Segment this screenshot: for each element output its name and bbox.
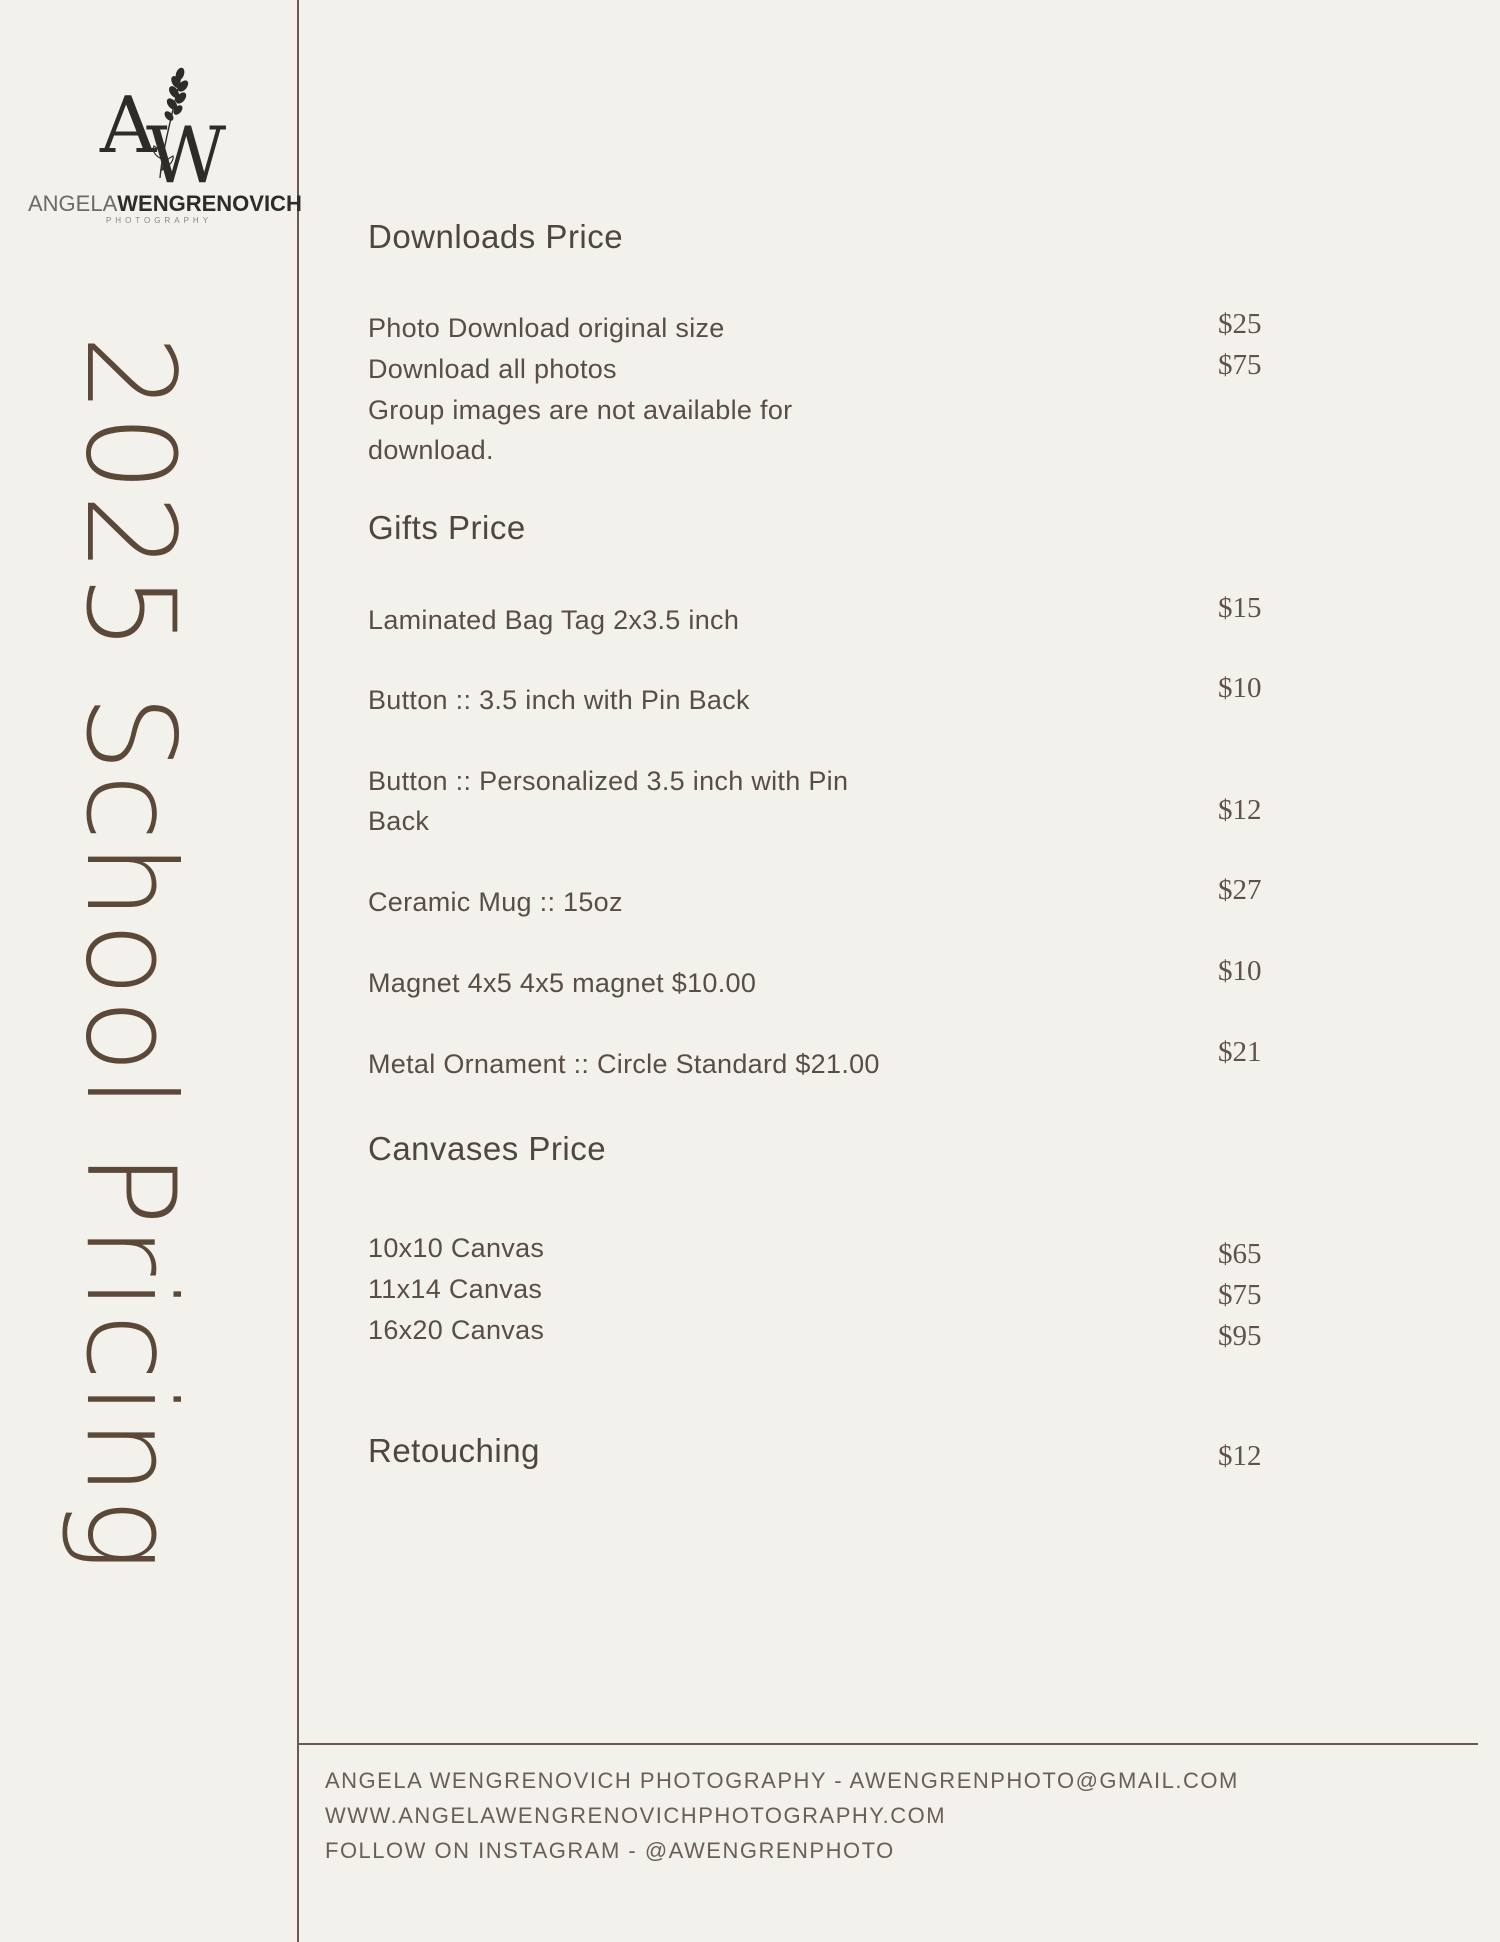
side-title: 2025 School Pricing <box>59 335 201 1574</box>
item-price: $27 <box>1218 874 1262 906</box>
list-item: Laminated Bag Tag 2x3.5 inch <box>368 605 740 635</box>
brand-logo <box>20 60 302 230</box>
list-item: Photo Download original size <box>368 313 725 343</box>
item-price: $75 <box>1218 349 1262 381</box>
item-price: $10 <box>1218 955 1262 987</box>
logo-subtitle: PHOTOGRAPHY <box>105 216 213 225</box>
section-title-gifts: Gifts Price <box>368 509 526 546</box>
item-price: $75 <box>1218 1279 1262 1311</box>
item-price: $21 <box>1218 1036 1262 1068</box>
list-item: 16x20 Canvas <box>368 1315 545 1345</box>
footer-website-line: WWW.ANGELAWENGRENOVICHPHOTOGRAPHY.COM <box>325 1803 947 1828</box>
footer-instagram-line: FOLLOW ON INSTAGRAM - @AWENGRENPHOTO <box>325 1838 895 1863</box>
retouching-price: $12 <box>1218 1440 1262 1472</box>
list-item-line-1: Button :: Personalized 3.5 inch with Pin <box>368 766 849 796</box>
section-title-retouching: Retouching <box>368 1432 540 1469</box>
list-item: 11x14 Canvas <box>368 1274 543 1304</box>
list-item: Metal Ornament :: Circle Standard $21.00 <box>368 1049 880 1079</box>
logo-first-name: ANGELA <box>28 191 118 216</box>
vertical-divider <box>297 0 299 1942</box>
footer-contact-line: ANGELA WENGRENOVICH PHOTOGRAPHY - AWENGRENPHOTO@GMAIL.COM <box>325 1768 1239 1793</box>
item-price: $65 <box>1218 1238 1262 1270</box>
downloads-note-line-1: Group images are not available for <box>368 395 793 425</box>
list-item: Magnet 4x5 4x5 magnet $10.00 <box>368 968 757 998</box>
section-title-downloads: Downloads Price <box>368 218 624 255</box>
list-item: Download all photos <box>368 354 617 384</box>
logo-wordmark <box>28 191 302 217</box>
svg-text:A: A <box>100 81 157 171</box>
side-title-wrap <box>60 335 200 1745</box>
list-item-line-2: Back <box>368 806 430 836</box>
item-price: $10 <box>1218 672 1262 704</box>
svg-text:W: W <box>146 111 227 190</box>
item-price: $12 <box>1218 794 1262 826</box>
list-item: Ceramic Mug :: 15oz <box>368 887 623 917</box>
downloads-note-line-2: download. <box>368 435 494 465</box>
aw-monogram-icon <box>90 60 240 190</box>
section-title-canvases: Canvases Price <box>368 1130 607 1167</box>
logo-last-name: WENGRENOVICH <box>117 191 302 216</box>
item-price: $95 <box>1218 1320 1262 1352</box>
item-price: $25 <box>1218 308 1262 340</box>
list-item: Button :: 3.5 inch with Pin Back <box>368 685 750 715</box>
item-price: $15 <box>1218 592 1262 624</box>
list-item: 10x10 Canvas <box>368 1233 545 1263</box>
footer-divider <box>297 1743 1478 1745</box>
